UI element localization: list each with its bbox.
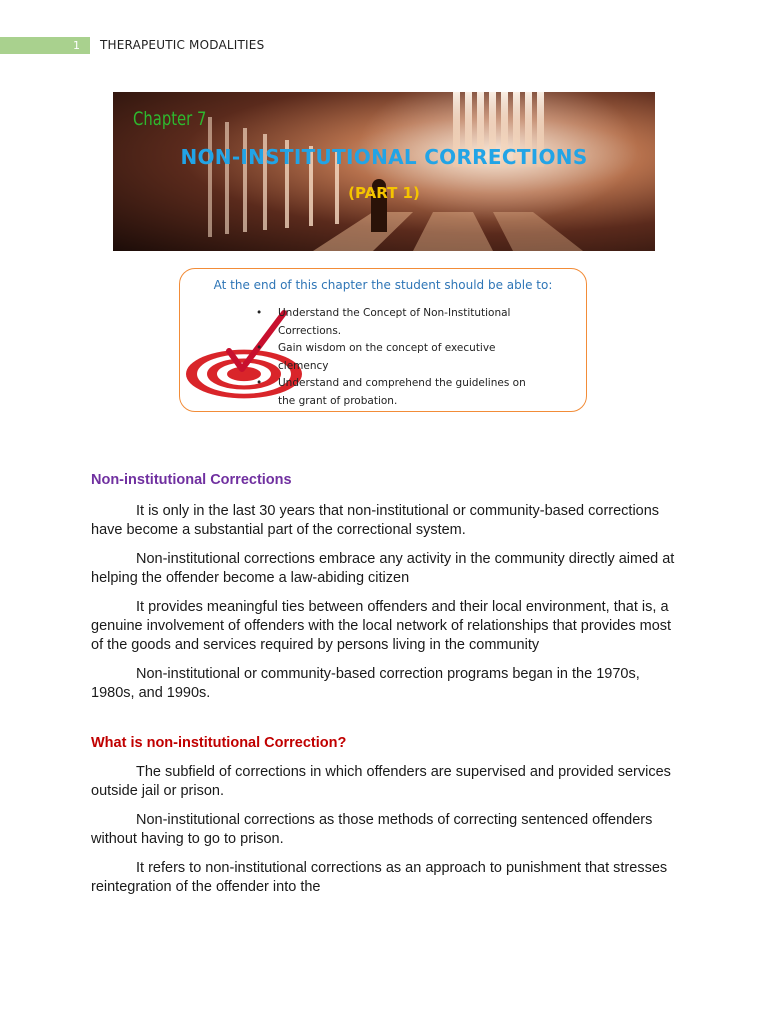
objective-item [256,305,536,340]
bullet-icon: • [256,307,263,319]
paragraph: It is only in the last 30 years that non-institutional or community-based corrections have become a substantial part of the correctional system. [91,503,660,538]
objectives-intro: At the end of this chapter the student should be able to: [213,278,553,292]
section-heading: What is non-institutional Correction? [91,735,347,751]
paragraph: The subfield of corrections in which offenders are supervised and provided services outside jail or prison. [91,764,671,799]
bullet-icon: • [256,342,263,354]
chapter-body [91,472,681,907]
learning-objectives-box [179,268,587,412]
objective-item [256,340,536,375]
chapter-banner [113,92,655,251]
objectives-list [256,305,536,410]
objective-text: Understand the Concept of Non-Institutional Corrections. [278,307,511,337]
paragraph: Non-institutional or community-based correction programs began in the 1970s, 1980s, and 1990s. [91,666,640,701]
page-number: 1 [73,39,80,52]
paragraph: Non-institutional corrections as those methods of correcting sentenced offenders without having to go to prison. [91,812,653,847]
section-heading: Non-institutional Corrections [91,472,292,488]
chapter-label: Chapter 7 [133,108,207,130]
chapter-title: NON-INSTITUTIONAL CORRECTIONS [180,145,588,169]
objective-item [256,375,536,410]
running-title: THERAPEUTIC MODALITIES [100,38,265,52]
objective-text: Gain wisdom on the concept of executive clemency [278,342,496,372]
chapter-subtitle: (PART 1) [348,184,420,202]
bullet-icon: • [256,377,263,389]
paragraph: Non-institutional corrections embrace any activity in the community directly aimed at helping the offender become a law-abiding citizen [91,551,675,586]
paragraph: It provides meaningful ties between offenders and their local environment, that is, a genuine involvement of offenders with the local network of relationships that provides most of the goods and services required by persons living in the community [91,599,672,653]
paragraph: It refers to non-institutional corrections as an approach to punishment that stresses reintegration of the offender into the [91,860,668,895]
objective-text: Understand and comprehend the guidelines on the grant of probation. [278,377,526,407]
page-number-bar [0,37,90,54]
